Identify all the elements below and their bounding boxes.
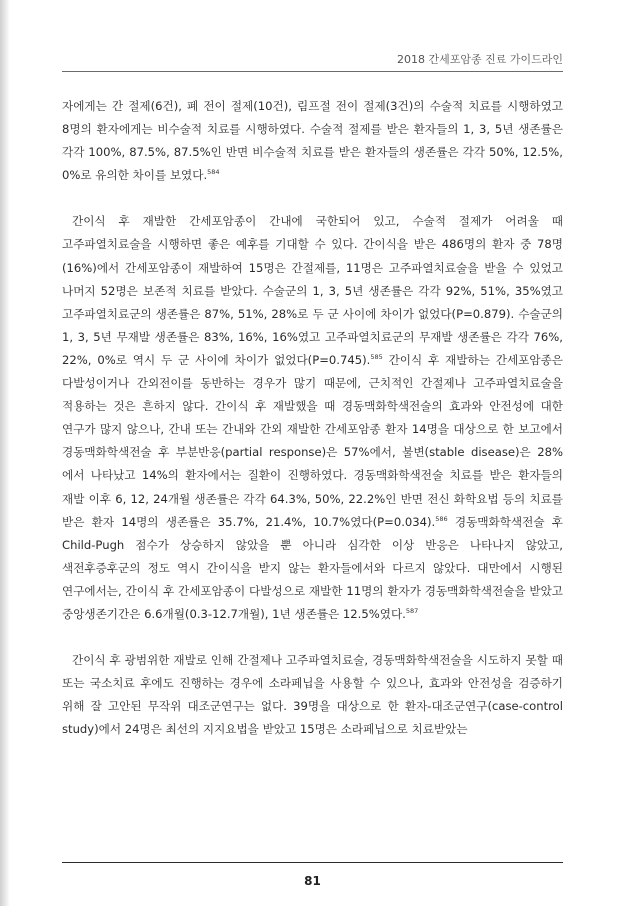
reference-584: 584: [207, 168, 220, 177]
paragraph-1-text: 자에게는 간 절제(6건), 폐 전이 절제(10건), 림프절 전이 절제(3건)의 수술적 치료를 시행하였고 8명의 환자에게는 비수술적 치료를 시행하였다. 수술적 절제를 받은 환자들의 1, 3, 5년 생존률은 각각 100%, 87.5%, 87.5%인 반면 비수술적 치료를 받은 환자들의 생존률은 각각 50%, 12.5%, 0%로 유의한 차이를 보였다.: [62, 99, 563, 183]
paragraph-2-text-part-1: 간이식 후 재발한 간세포암종이 간내에 국한되어 있고, 수술적 절제가 어려울 때 고주파열치료술을 시행하면 좋은 예후를 기대할 수 있다. 간이식을 받은 486명의 환자 중 78명(16%)에서 간세포암종이 재발하여 15명은 간절제를, 11명은 고주파열치료술을 받을 수 있었고 나머지 52명은 보존적 치료를 받았다. 수술군의 1, 3, 5년 생존률은 각각 92%, 51%, 35%였고 고주파열치료군의 생존률은 87%, 51%, 28%로 두 군 사이에 차이가 없었다(P=0.879). 수술군의 1, 3, 5년 무재발 생존률은 83%, 16%, 16%였고 고주파열치료군의 무재발 생존률은 각각 76%, 22%, 0%로 역시 두 군 사이에 차이가 없었다(P=0.745).: [62, 214, 563, 367]
reference-587: 587: [405, 607, 419, 616]
page-edge-shadow: [0, 0, 10, 906]
body-text: [62, 95, 563, 741]
header-divider: [62, 71, 563, 72]
paragraph-3: [62, 649, 563, 741]
reference-586: 586: [435, 514, 448, 523]
paragraph-2: [62, 210, 563, 626]
paragraph-2-text-part-2: 간이식 후 재발하는 간세포암종은 다발성이거나 간외전이를 동반하는 경우가 많기 때문에, 근치적인 간절제나 고주파열치료술을 적용하는 것은 흔하지 않다. 간이식 후 재발했을 때 경동맥화학색전술의 효과와 안전성에 대한 연구가 많지 않으나, 간내 또는 간내와 간외 재발한 간세포암종 환자 14명을 대상으로 한 보고에서 경동맥화학색전술 후 부분반응(partial response)은 57%에서, 불변(stable disease)은 28%에서 나타났고 14%의 환자에서는 질환이 진행하였다. 경동맥화학색전술 치료를 받은 환자들의 재발 이후 6, 12, 24개월 생존률은 각각 64.3%, 50%, 22.2%인 반면 전신 화학요법 등의 치료를 받은 환자 14명의 생존률은 35.7%, 21.4%, 10.7%였다(P=0.034).: [62, 352, 563, 529]
paragraph-2-text-part-3: 경동맥화학색전술 후 Child-Pugh 점수가 상승하지 않았을 뿐 아니라 심각한 이상 반응은 나타나지 않았고, 색전후증후군의 정도 역시 간이식을 받지 않는 환자들에서와 다르지 않았다. 대만에서 시행된 연구에서는, 간이식 후 간세포암종이 다발성으로 재발한 11명의 환자가 경동맥화학색전술을 받았고 중앙생존기간은 6.6개월(0.3-12.7개월), 1년 생존률은 12.5%였다.: [62, 514, 563, 621]
page-number: 81: [304, 874, 321, 888]
paragraph-1: [62, 95, 563, 187]
paragraph-3-text: 간이식 후 광범위한 재발로 인해 간절제나 고주파열치료술, 경동맥화학색전술을 시도하지 못할 때 또는 국소치료 후에도 진행하는 경우에 소라페닙을 사용할 수 있으나, 효과와 안전성을 검증하기 위해 잘 고안된 무작위 대조군연구는 없다. 39명을 대상으로 한 환자-대조군연구(case-control study)에서 24명은 최선의 지지요법을 받았고 15명은 소라페닙으로 치료받았는: [62, 653, 563, 737]
running-header: 2018 간세포암종 진료 가이드라인: [397, 53, 563, 66]
reference-585: 585: [370, 353, 383, 362]
footer-divider: [62, 862, 563, 863]
